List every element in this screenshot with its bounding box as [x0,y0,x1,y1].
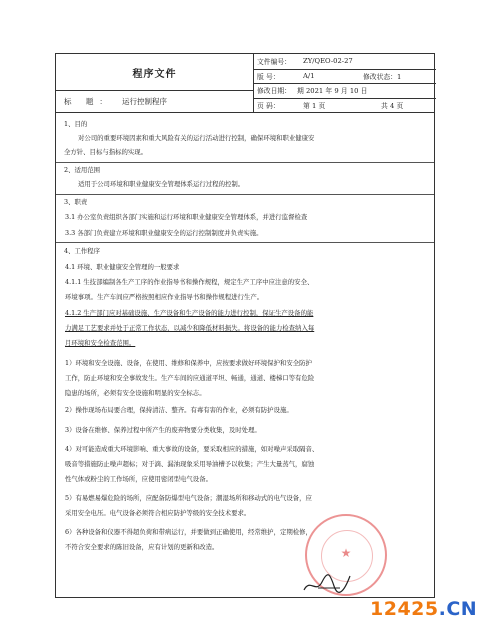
list-item: 采用安全电压。电气设备必须符合相应防护等级的安全技术要求。 [65,509,251,517]
list-item: 5）有易燃易爆危险的场所，应配备防爆型电气设备；潮湿场所和移动式的电气设备，应 [65,494,312,502]
list-item: 3）设备在维修、保养过程中所产生的废弃物要分类收集，及时处理。 [65,426,261,434]
watermark-domain: .CN [438,598,478,620]
meta-label: 修改日期： [257,87,291,96]
body-line-underlined: 力满足工艺要求并处于正常工作状态，以减少和降低材料损失。将设备的能力检查纳入每 [65,324,315,332]
watermark-number: 12425 [370,598,439,620]
subject-value: 运行控制程序 [122,96,167,106]
divider [56,162,434,163]
body-line: 3.1 办公室负责组织各部门实施和运行环境和职业健康安全管理体系，并进行监督检查 [65,213,308,221]
header-left [56,54,254,112]
document-sheet [55,53,435,598]
meta-row-doc-number [253,54,436,70]
body-line: 全方针、目标与指标的实现。 [64,148,148,156]
meta-value: A/1 [303,71,315,80]
body-line: 4.1.1 生技部编制各生产工序的作业指导书和操作规程，规定生产工序中应注意的安全、 [65,278,314,286]
subject-row [64,90,167,112]
header-meta [253,54,436,112]
doc-type-title: 程序文件 [56,54,253,91]
body-line-underlined: 月环境和安全检查范围。 [65,339,136,347]
meta-row-page [253,98,436,113]
meta-value: ZY/QEO-02-27 [303,57,353,66]
meta-value: 修改状态：1 [363,72,402,81]
section-heading: 1、目的 [64,120,88,128]
section-heading: 2、适用范围 [64,166,101,174]
list-item: 2）操作现场布局要合理，保持清洁、整齐。有毒有害的作业，必须有防护设施。 [65,406,293,414]
meta-label: 文件编号： [257,58,291,67]
meta-label: 版 号： [257,72,280,81]
list-item: 性气体或粉尘的工作场所，应使用密闭型电气设备。 [65,475,212,483]
body-line: 适用于公司环境和职业健康安全管理体系运行过程的控制。 [78,180,245,188]
document-header [56,54,434,113]
meta-value: 期 2021 年 9 月 10 日 [297,87,368,96]
meta-row-version [253,69,436,85]
seal-star-icon: ★ [340,546,352,560]
body-line: 环境事项。生产车间应严格按照相应作业指导书和操作规程进行生产。 [65,293,264,301]
body-line: 3.3 各部门负责建立环境和职业健康安全的运行控制制度并负责实施。 [65,229,263,237]
section-heading: 3、职责 [64,198,88,206]
divider [56,194,434,195]
meta-value: 第 1 页 [303,101,326,110]
list-item: 吸音等措施防止噪声超标；对于滴、漏油现象采用导油槽予以收集；产生大量蒸气，腐蚀 [65,460,315,468]
subject-label: 标 题： [64,96,113,106]
list-item: 不符合安全要求的陈旧设备，应有计划的更新和改造。 [65,543,219,551]
list-item: 工作，防止环境和安全事故发生。生产车间的应通道平坦、畅通，通道、楼梯口等有危险 [65,374,315,382]
signature [300,568,360,598]
meta-label: 页 码： [257,101,280,110]
list-item: 1）环境和安全设施、设备，在使用、维修和保养中，应按要求做好环境保护和安全防护 [65,359,312,367]
body-line-underlined: 4.1.2 生产部门应对基础设施、生产设备和生产设备的能力进行控制，保证生产设备的能 [65,309,314,317]
site-watermark [370,598,477,620]
list-item: 4）对可能造成重大环境影响、重大事故的设备，要采取相应的措施，如对噪声采取隔音、 [65,445,319,453]
body-line: 对公司的重要环境因素和重大风险有关的运行活动进行控制，确保环境和职业健康安 [78,134,315,142]
section-heading: 4、工作程序 [64,247,101,255]
subsection-heading: 4.1 环境、职业健康安全管理的一般要求 [65,263,180,271]
divider [56,242,434,243]
list-item: 隐患的场所，必须有安全设施和明显的安全标志。 [65,389,206,397]
meta-row-date [253,83,436,99]
list-item: 6）各种设备和仪器不得超负荷和带病运行，并要做到正确使用，经常维护，定期检修， [65,528,312,536]
meta-value: 共 4 页 [381,101,404,110]
